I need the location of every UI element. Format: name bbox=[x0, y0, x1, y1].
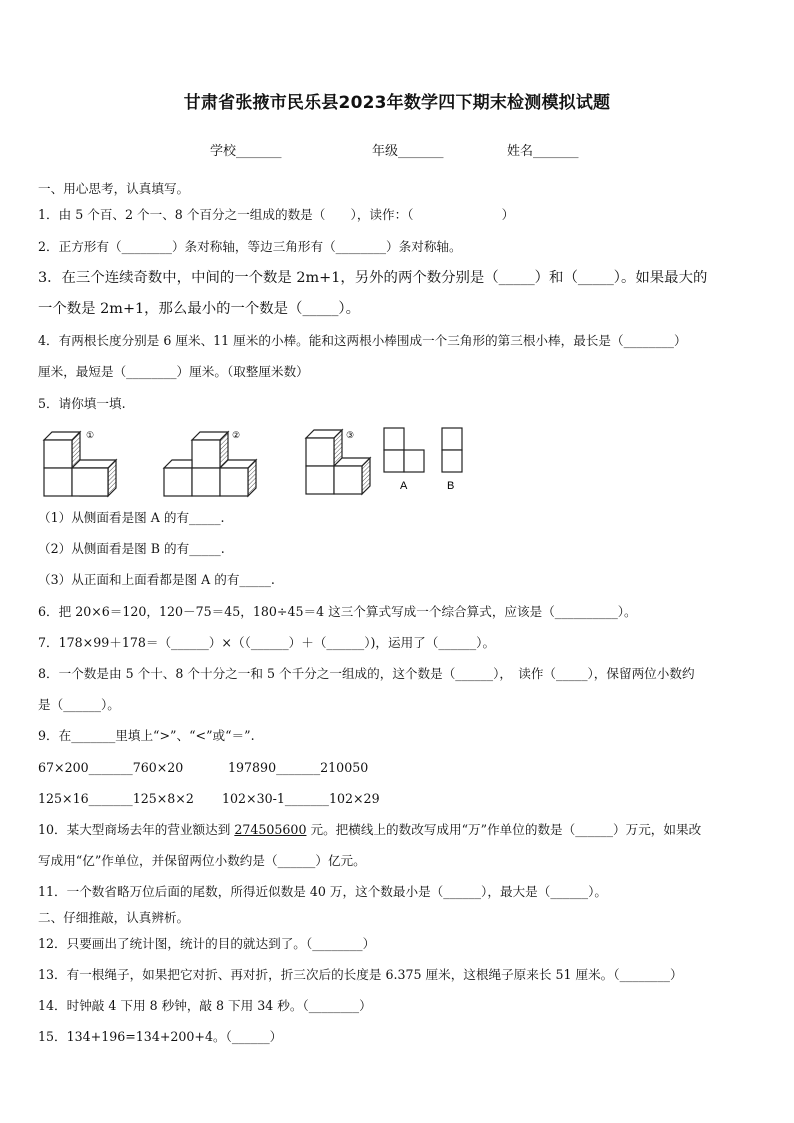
section-1-heading: 一、用心思考，认真填写。 bbox=[38, 181, 190, 196]
question-5-1: （1）从侧面看是图 A 的有_____. bbox=[38, 510, 225, 525]
figure-1 bbox=[44, 432, 116, 496]
question-10-suffix: 元。把横线上的数改写成用“万”作单位的数是（______）万元，如果改 bbox=[306, 822, 702, 837]
figure-label-3: ③ bbox=[346, 431, 355, 441]
view-b-label: B bbox=[447, 480, 455, 492]
question-5-2: （2）从侧面看是图 B 的有_____. bbox=[38, 541, 225, 556]
grade-field[interactable]: 年级_______ bbox=[372, 144, 444, 159]
name-field[interactable]: 姓名_______ bbox=[507, 144, 579, 159]
question-2: 2．正方形有（________）条对称轴，等边三角形有（________）条对称轴。 bbox=[38, 239, 462, 254]
question-8-line-2: 是（______）。 bbox=[38, 697, 120, 712]
figure-3 bbox=[306, 430, 370, 494]
compare-1: 67×200_______760×20 bbox=[38, 760, 184, 775]
question-8-line-1: 8．一个数是由 5 个十、8 个十分之一和 5 个千分之一组成的，这个数是（______）， 读作（_____），保留两位小数约 bbox=[38, 666, 695, 681]
view-a bbox=[384, 428, 424, 472]
compare-4: 102×30-1_______102×29 bbox=[222, 791, 380, 806]
question-1: 1．由 5 个百、2 个一、8 个百分之一组成的数是（ ），读作：（ ） bbox=[38, 207, 515, 222]
question-3-line-1: 3．在三个连续奇数中，中间的一个数是 2m+1，另外的两个数分别是（_____）和（_____）。如果最大的 bbox=[38, 270, 708, 286]
view-b bbox=[442, 428, 462, 472]
question-7: 7．178×99＋178＝（______）×（（______）＋（______）)，运用了（______）。 bbox=[38, 635, 496, 650]
figure-2 bbox=[164, 432, 256, 496]
question-4-line-1: 4．有两根长度分别是 6 厘米、11 厘米的小棒。能和这两根小棒围成一个三角形的第三根小棒，最长是（________） bbox=[38, 333, 687, 348]
question-14: 14．时钟敲 4 下用 8 秒钟，敲 8 下用 34 秒。（________） bbox=[38, 998, 372, 1013]
compare-3: 125×16_______125×8×2 bbox=[38, 791, 194, 806]
question-12: 12．只要画出了统计图，统计的目的就达到了。（________） bbox=[38, 936, 376, 951]
school-field[interactable]: 学校_______ bbox=[210, 144, 282, 159]
page-title: 甘肃省张掖市民乐县2023年数学四下期末检测模拟试题 bbox=[183, 93, 611, 113]
question-9: 9．在_______里填上“>”、“<”或“＝”. bbox=[38, 728, 255, 743]
cube-figures bbox=[40, 426, 480, 498]
question-10-number: 274505600 bbox=[234, 822, 307, 837]
question-13: 13．有一根绳子，如果把它对折、再对折，折三次后的长度是 6.375 厘米，这根绳子原来长 51 厘米。（________） bbox=[38, 967, 683, 982]
question-6: 6．把 20×6＝120，120－75＝45，180÷45＝4 这三个算式写成一个综合算式，应该是（__________）。 bbox=[38, 604, 637, 619]
figure-label-2: ② bbox=[232, 431, 241, 441]
question-10-line-1 bbox=[38, 821, 773, 839]
question-10-line-2: 写成用“亿”作单位，并保留两位小数约是（______）亿元。 bbox=[38, 853, 366, 868]
question-3-line-2: 一个数是 2m+1，那么最小的一个数是（_____）。 bbox=[38, 301, 361, 317]
question-15: 15．134+196=134+200+4。（______） bbox=[38, 1029, 283, 1044]
question-11: 11．一个数省略万位后面的尾数，所得近似数是 40 万，这个数最小是（______），最大是（______）。 bbox=[38, 884, 607, 899]
question-4-line-2: 厘米，最短是（________）厘米。（取整厘米数） bbox=[38, 364, 309, 379]
question-10-prefix: 10．某大型商场去年的营业额达到 bbox=[38, 822, 235, 837]
compare-2: 197890_______210050 bbox=[228, 760, 369, 775]
question-5: 5．请你填一填. bbox=[38, 396, 126, 411]
question-5-3: （3）从正面和上面看都是图 A 的有_____. bbox=[38, 572, 275, 587]
figure-label-1: ① bbox=[86, 431, 95, 441]
view-a-label: A bbox=[400, 480, 408, 492]
section-2-heading: 二、仔细推敲，认真辨析。 bbox=[38, 910, 190, 925]
